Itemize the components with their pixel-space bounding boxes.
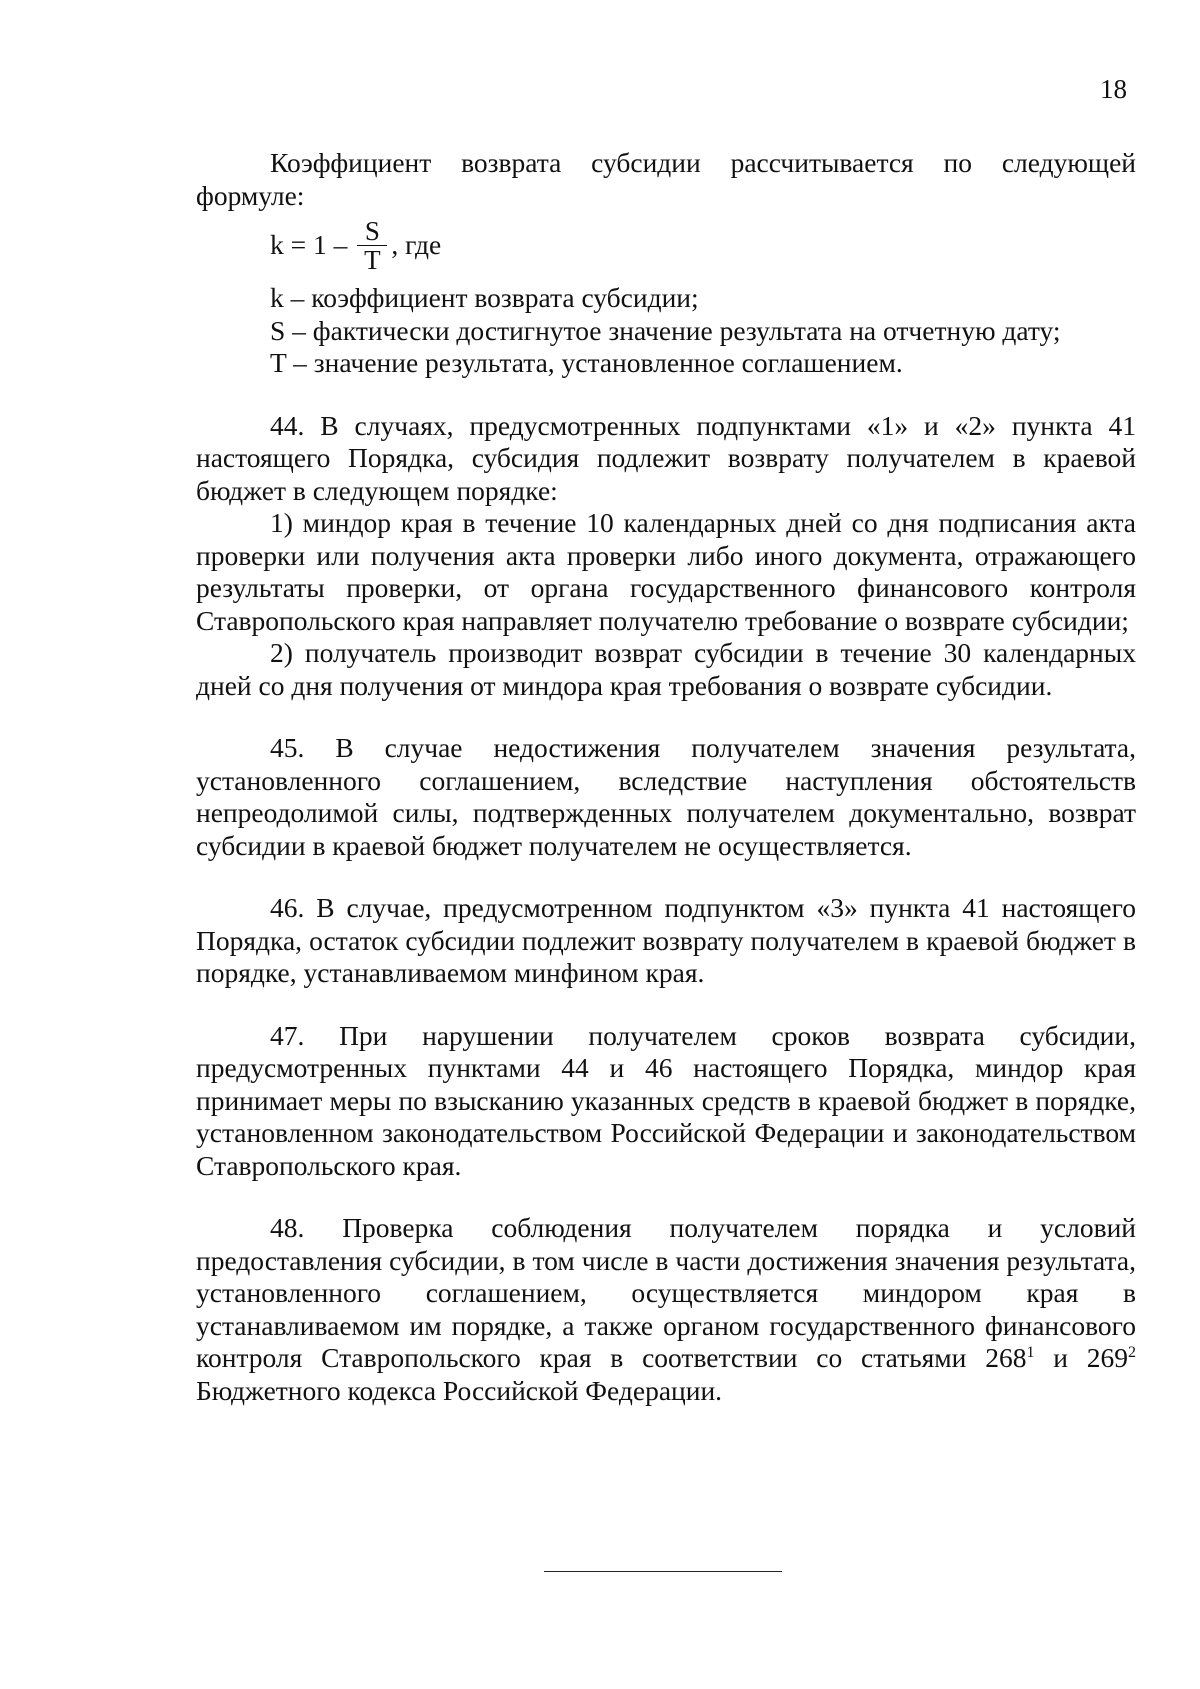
formula-lhs: k = 1 – xyxy=(270,228,348,260)
formula-suffix: , где xyxy=(391,228,442,260)
paragraph-46: 46. В случае, предусмотренном подпунктом «3» пункта 41 настоящего Порядка, остаток субсидии подлежит возврату получателем в краевой бюджет в порядке, устанавливаемом минфином края. xyxy=(196,892,1136,988)
page-number: 18 xyxy=(1100,74,1127,104)
paragraph-48-tail: Бюджетного кодекса Российской Федерации. xyxy=(196,1374,723,1406)
formula-intro-line: Коэффициент возврата субсидии рассчитывается по следующей xyxy=(270,147,1136,178)
paragraph-44-item-1: 1) миндор края в течение 10 календарных дней со дня подписания акта проверки или получения акта проверки либо иного документа, отражающего результаты проверки, от органа государственного финансового контроля Ставропольского края направляет получателю требование о возврате субсидии; xyxy=(196,507,1136,636)
article-268-superscript: 1 xyxy=(1026,1343,1035,1361)
formula-intro-continuation: формуле: xyxy=(196,179,305,211)
document-body xyxy=(196,147,1136,1407)
article-268: 268 xyxy=(985,1342,1027,1373)
definition-s: S – фактически достигнутое значение результата на отчетную дату; xyxy=(270,314,1061,346)
paragraph-44: 44. В случаях, предусмотренных подпунктами «1» и «2» пункта 41 настоящего Порядка, субсидия подлежит возврату получателем в краевой бюджет в следующем порядке: xyxy=(196,409,1136,506)
paragraph-48-text: 48. Проверка соблюдения получателем порядка и условий предоставления субсидии, в том числе в части достижения значения результата, установленного соглашением, осуществляется миндором края в устанавливаемом им порядке, а также органом государственного финансового контроля Ставропольского края в соответствии со статьями xyxy=(196,1212,1136,1373)
definition-k: k – коэффициент возврата субсидии; xyxy=(270,282,699,313)
closing-rule-line xyxy=(544,1571,782,1572)
paragraph-48-and: и xyxy=(1053,1342,1068,1373)
paragraph-48 xyxy=(196,1212,1136,1407)
formula-denominator: T xyxy=(364,244,381,275)
return-coefficient-formula xyxy=(270,214,1136,276)
formula-numerator: S xyxy=(364,215,380,246)
paragraph-47: 47. При нарушении получателем сроков возврата субсидии, предусмотренных пунктами 44 и 46 настоящего Порядка, миндор края принимает меры по взысканию указанных средств в краевой бюджет в порядке, установленном законодательством Российской Федерации и законодательством Ставропольского края. xyxy=(196,1019,1136,1181)
paragraph-44-item-2: 2) получатель производит возврат субсидии в течение 30 календарных дней со дня получения от миндора края требования о возврате субсидии. xyxy=(196,637,1136,701)
article-269-superscript: 2 xyxy=(1128,1343,1137,1361)
formula-fraction xyxy=(357,215,387,275)
definition-t: T – значение результата, установленное соглашением. xyxy=(270,347,903,378)
article-269: 269 xyxy=(1086,1342,1129,1373)
paragraph-45: 45. В случае недостижения получателем значения результата, установленного соглашением, вследствие наступления обстоятельств непреодолимой силы, подтвержденных получателем документально, возврат субсидии в краевой бюджет получателем не осуществляется. xyxy=(196,732,1136,861)
